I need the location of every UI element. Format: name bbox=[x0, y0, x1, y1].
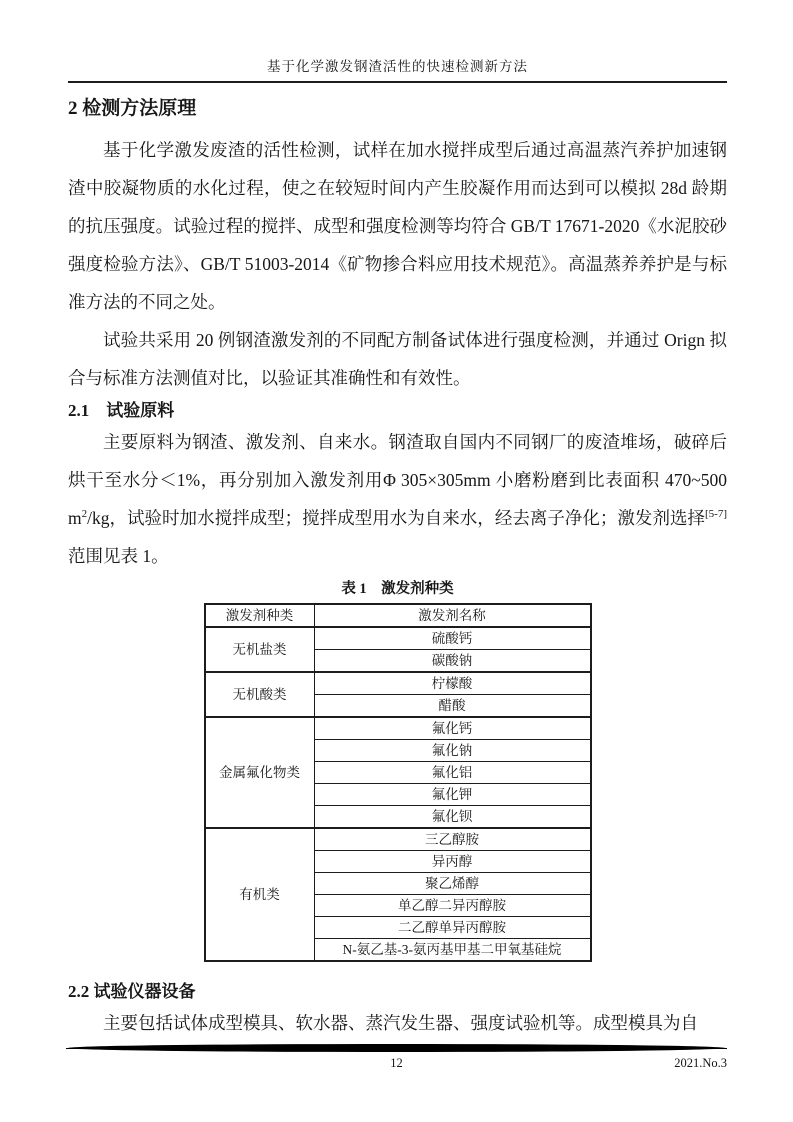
paragraph-equipment: 主要包括试体成型模具、软水器、蒸汽发生器、强度试验机等。成型模具为自 bbox=[103, 1013, 698, 1033]
table-row bbox=[205, 672, 591, 695]
item-cell: N-氨乙基-3-氨丙基甲基二甲氧基硅烷 bbox=[314, 939, 591, 962]
footer-bar bbox=[68, 1044, 725, 1052]
paragraph-method-principle-1: 基于化学激发废渣的活性检测，试样在加水搅拌成型后通过高温蒸汽养护加速钢渣中胶凝物质的水化过程，使之在较短时间内产生胶凝作用而达到可以模拟 28d 龄期的抗压强度。试验过程的搅拌、成型和强度检测等均符合 GB/T 17671-2020《水泥胶砂强度检验方法》、GB/T 51003-2014《矿物掺合料应用技术规范》。高温蒸养养护是与标准方法的不同之处。 bbox=[68, 140, 727, 312]
item-cell: 三乙醇胺 bbox=[314, 828, 591, 851]
page-footer bbox=[66, 1044, 727, 1071]
category-cell: 金属氟化物类 bbox=[205, 717, 315, 828]
table-caption: 表 1 激发剂种类 bbox=[341, 581, 454, 597]
item-cell: 异丙醇 bbox=[314, 851, 591, 873]
item-cell: 二乙醇单异丙醇胺 bbox=[314, 917, 591, 939]
table-row bbox=[205, 717, 591, 740]
issue-label: 2021.No.3 bbox=[674, 1056, 727, 1070]
footer-rule bbox=[66, 1044, 727, 1052]
table-row bbox=[205, 828, 591, 851]
paragraph-method-principle-2: 试验共采用 20 例钢渣激发剂的不同配方制备试体进行强度检测，并通过 Orign 拟合与标准方法测值对比，以验证其准确性和有效性。 bbox=[68, 330, 727, 388]
activator-types-table bbox=[204, 603, 592, 962]
text-segment: 范围见表 1。 bbox=[68, 546, 169, 566]
table-header-row bbox=[205, 604, 591, 627]
running-title: 基于化学激发钢渣活性的快速检测新方法 bbox=[267, 59, 528, 74]
page-number: 12 bbox=[390, 1056, 403, 1070]
item-cell: 碳酸钠 bbox=[314, 650, 591, 673]
section-2-heading: 2 检测方法原理 bbox=[68, 98, 197, 119]
citation-reference: [5-7] bbox=[705, 508, 727, 521]
item-cell: 柠檬酸 bbox=[314, 672, 591, 695]
item-cell: 单乙醇二异丙醇胺 bbox=[314, 895, 591, 917]
item-cell: 氟化钙 bbox=[314, 717, 591, 740]
running-head bbox=[68, 58, 727, 83]
section-2-1-heading: 2.1 试验原料 bbox=[68, 401, 175, 420]
table-row bbox=[205, 627, 591, 650]
superscript-exponent: 2 bbox=[81, 508, 88, 521]
item-cell: 氟化钠 bbox=[314, 740, 591, 762]
category-cell: 无机盐类 bbox=[205, 627, 315, 672]
text-segment: 主要原料为钢渣、激发剂、自来水。钢渣取自国内不同钢厂的废渣堆场，破碎后烘干至水分＜1%，再分别加入激发剂用Φ 305×305mm 小磨粉磨到比表面积 470~500 m bbox=[68, 432, 727, 528]
section-2-2-heading: 2.2 试验仪器设备 bbox=[68, 982, 196, 1001]
item-cell: 硫酸钙 bbox=[314, 627, 591, 650]
text-segment: /kg，试验时加水搅拌成型；搅拌成型用水为自来水，经去离子净化；激发剂选择 bbox=[87, 508, 705, 528]
column-header: 激发剂名称 bbox=[314, 604, 591, 627]
footer-text-row bbox=[66, 1055, 727, 1071]
paragraph-raw-materials bbox=[68, 423, 727, 575]
item-cell: 醋酸 bbox=[314, 695, 591, 718]
category-cell: 无机酸类 bbox=[205, 672, 315, 717]
header-rule bbox=[68, 81, 727, 83]
category-cell: 有机类 bbox=[205, 828, 315, 961]
column-header: 激发剂种类 bbox=[205, 604, 315, 627]
item-cell: 氟化钡 bbox=[314, 806, 591, 829]
item-cell: 聚乙烯醇 bbox=[314, 873, 591, 895]
item-cell: 氟化铝 bbox=[314, 762, 591, 784]
item-cell: 氟化钾 bbox=[314, 784, 591, 806]
